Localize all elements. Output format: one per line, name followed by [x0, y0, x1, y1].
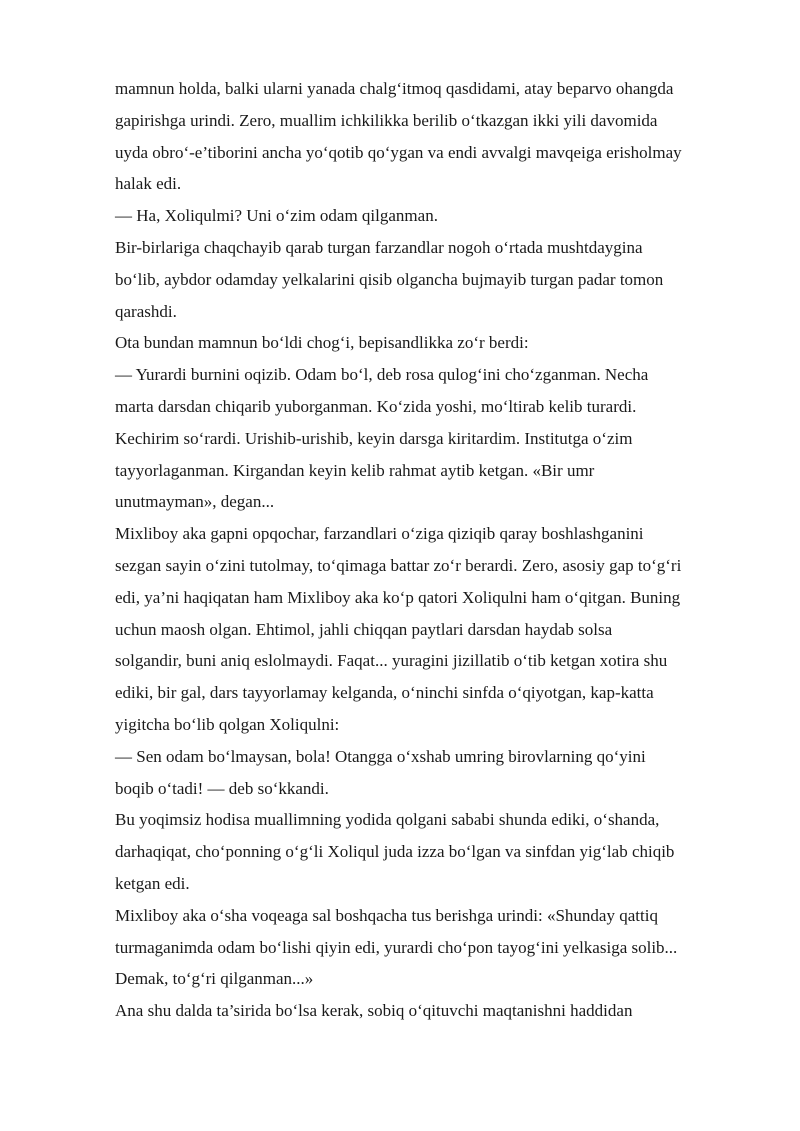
- text-line: solgandir, buni aniq eslolmaydi. Faqat... yuragini jizillatib o‘tib ketgan xotira shu: [115, 651, 668, 671]
- text-line: marta darsdan chiqarib yuborganman. Ko‘zida yoshi, mo‘ltirab kelib turardi.: [115, 396, 637, 416]
- text-line: yigitcha bo‘lib qolgan Xoliqulni:: [115, 714, 340, 734]
- text-line: uyda obro‘-e’tiborini ancha yo‘qotib qo‘ygan va endi avvalgi mavqeiga erisholmay: [115, 142, 682, 162]
- text-line: edi, ya’ni haqiqatan ham Mixliboy aka ko‘p qatori Xoliqulni ham o‘qitgan. Buning: [115, 587, 681, 607]
- text-line: ediki, bir gal, dars tayyorlamay kelganda, o‘ninchi sinfda o‘qiyotgan, kap-katta: [115, 683, 654, 703]
- text-line: sezgan sayin o‘zini tutolmay, to‘qimaga battar zo‘r berardi. Zero, asosiy gap to‘g‘ri: [115, 555, 682, 575]
- text-line: uchun maosh olgan. Ehtimol, jahli chiqqan paytlari darsdan haydab solsa: [115, 619, 613, 639]
- body-text: [115, 73, 745, 1027]
- text-line: Mixliboy aka o‘sha voqeaga sal boshqacha tus berishga urindi: «Shunday qattiq: [115, 905, 658, 925]
- text-line: Ana shu dalda ta’sirida bo‘lsa kerak, sobiq o‘qituvchi maqtanishni haddidan: [115, 1001, 633, 1021]
- text-line: Mixliboy aka gapni opqochar, farzandlari o‘ziga qiziqib qaray boshlashganini: [115, 524, 644, 544]
- text-line: Kechirim so‘rardi. Urishib-urishib, keyin darsga kiritardim. Institutga o‘zim: [115, 428, 633, 448]
- text-line: — Sen odam bo‘lmaysan, bola! Otangga o‘xshab umring birovlarning qo‘yini: [115, 746, 646, 766]
- text-line: boqib o‘tadi! — deb so‘kkandi.: [115, 778, 329, 798]
- text-line: Ota bundan mamnun bo‘ldi chog‘i, bepisandlikka zo‘r berdi:: [115, 333, 529, 353]
- text-line: — Yurardi burnini oqizib. Odam bo‘l, deb rosa qulog‘ini cho‘zganman. Necha: [115, 365, 649, 385]
- text-line: — Ha, Xoliqulmi? Uni o‘zim odam qilganman.: [115, 206, 438, 226]
- text-line: gapirishga urindi. Zero, muallim ichkilikka berilib o‘tkazgan ikki yili davomida: [115, 110, 658, 130]
- text-line: turmaganimda odam bo‘lishi qiyin edi, yurardi cho‘pon tayog‘ini yelkasiga solib...: [115, 937, 678, 957]
- text-line: Bu yoqimsiz hodisa muallimning yodida qolgani sababi shunda ediki, o‘shanda,: [115, 810, 660, 830]
- text-line: Bir-birlariga chaqchayib qarab turgan farzandlar nogoh o‘rtada mushtdaygina: [115, 237, 643, 257]
- text-line: unutmayman», degan...: [115, 492, 275, 512]
- text-line: qarashdi.: [115, 301, 177, 321]
- text-line: mamnun holda, balki ularni yanada chalg‘itmoq qasdidami, atay beparvo ohangda: [115, 79, 674, 98]
- text-line: darhaqiqat, cho‘ponning o‘g‘li Xoliqul juda izza bo‘lgan va sinfdan yig‘lab chiqib: [115, 842, 675, 862]
- text-line: halak edi.: [115, 174, 182, 194]
- text-line: ketgan edi.: [115, 873, 190, 893]
- text-line: tayyorlaganman. Kirgandan keyin kelib rahmat aytib ketgan. «Bir umr: [115, 460, 595, 480]
- text-line: bo‘lib, aybdor odamday yelkalarini qisib olgancha bujmayib turgan padar tomon: [115, 269, 664, 289]
- text-line: Demak, to‘g‘ri qilganman...»: [115, 969, 314, 989]
